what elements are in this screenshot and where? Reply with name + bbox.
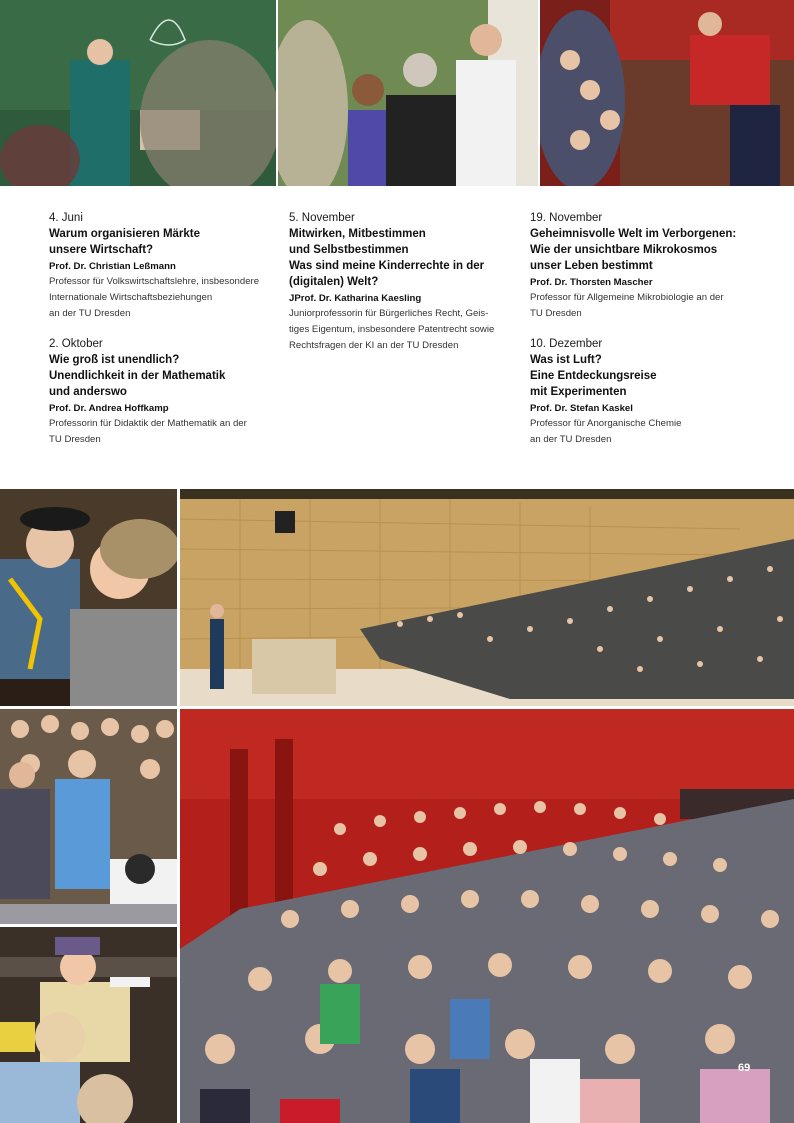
lecture-date: 5. November bbox=[289, 212, 355, 224]
lecture-speaker: JProf. Dr. Katharina Kaesling bbox=[289, 293, 422, 304]
lecture-speaker: Prof. Dr. Thorsten Mascher bbox=[530, 277, 653, 288]
lecture-date: 19. November bbox=[530, 212, 603, 224]
lecture-title: Warum organisieren Märkte unsere Wirtschaft? bbox=[49, 228, 201, 256]
photo-children-with-microphone bbox=[540, 0, 794, 186]
photo-lecture-hall-red bbox=[180, 709, 794, 1123]
lecture-date: 10. Dezember bbox=[530, 338, 603, 350]
lecture-description: Professor für Volkswirtschaftslehre, insbesondere Internationale Wirtschaftsbeziehungen an der TU Dresden bbox=[49, 276, 260, 319]
lecture-entry bbox=[530, 336, 760, 448]
lecture-speaker: Prof. Dr. Stefan Kaskel bbox=[530, 403, 633, 414]
lecture-entry bbox=[530, 210, 760, 322]
lecture-entry bbox=[49, 336, 279, 448]
lecture-description: Juniorprofessorin für Bürgerliches Recht, Geis- tiges Eigentum, insbesondere Patentrecht sowie Rechtsfragen der KI an der TU Dresden bbox=[289, 308, 495, 351]
photo-boys-with-hat bbox=[0, 489, 177, 706]
lecture-title: Geheimnisvolle Welt im Verborgenen: Wie der unsichtbare Mikrokosmos unser Leben bestimmt bbox=[530, 228, 737, 272]
lecture-column-2 bbox=[289, 210, 519, 368]
photo-lecturer-at-chalkboard bbox=[0, 0, 276, 186]
photo-lecture-hall-wood bbox=[180, 489, 794, 706]
lecture-title: Wie groß ist unendlich? Unendlichkeit in der Mathematik und anderswo bbox=[49, 354, 226, 398]
lecture-date: 2. Oktober bbox=[49, 338, 103, 350]
lecture-title: Mitwirken, Mitbestimmen und Selbstbestimmen Was sind meine Kinderrechte in der (digitalen) Welt? bbox=[289, 228, 485, 288]
lecture-column-1 bbox=[49, 210, 279, 462]
photo-children-standing bbox=[0, 709, 177, 924]
lecture-description: Professor für Anorganische Chemie an der TU Dresden bbox=[530, 418, 682, 445]
lecture-description: Professorin für Didaktik der Mathematik an der TU Dresden bbox=[49, 418, 247, 445]
lecture-speaker: Prof. Dr. Andrea Hoffkamp bbox=[49, 403, 169, 414]
photo-girls-front bbox=[0, 927, 177, 1123]
lecture-entry bbox=[49, 210, 279, 322]
photo-group-of-three bbox=[278, 0, 538, 186]
lecture-speaker: Prof. Dr. Christian Leßmann bbox=[49, 261, 176, 272]
lecture-column-3 bbox=[530, 210, 760, 462]
page-number: 69 bbox=[738, 1062, 751, 1074]
lecture-title: Was ist Luft? Eine Entdeckungsreise mit Experimenten bbox=[530, 354, 657, 398]
lecture-date: 4. Juni bbox=[49, 212, 83, 224]
lecture-entry bbox=[289, 210, 519, 354]
lecture-description: Professor für Allgemeine Mikrobiologie an der TU Dresden bbox=[530, 292, 724, 319]
